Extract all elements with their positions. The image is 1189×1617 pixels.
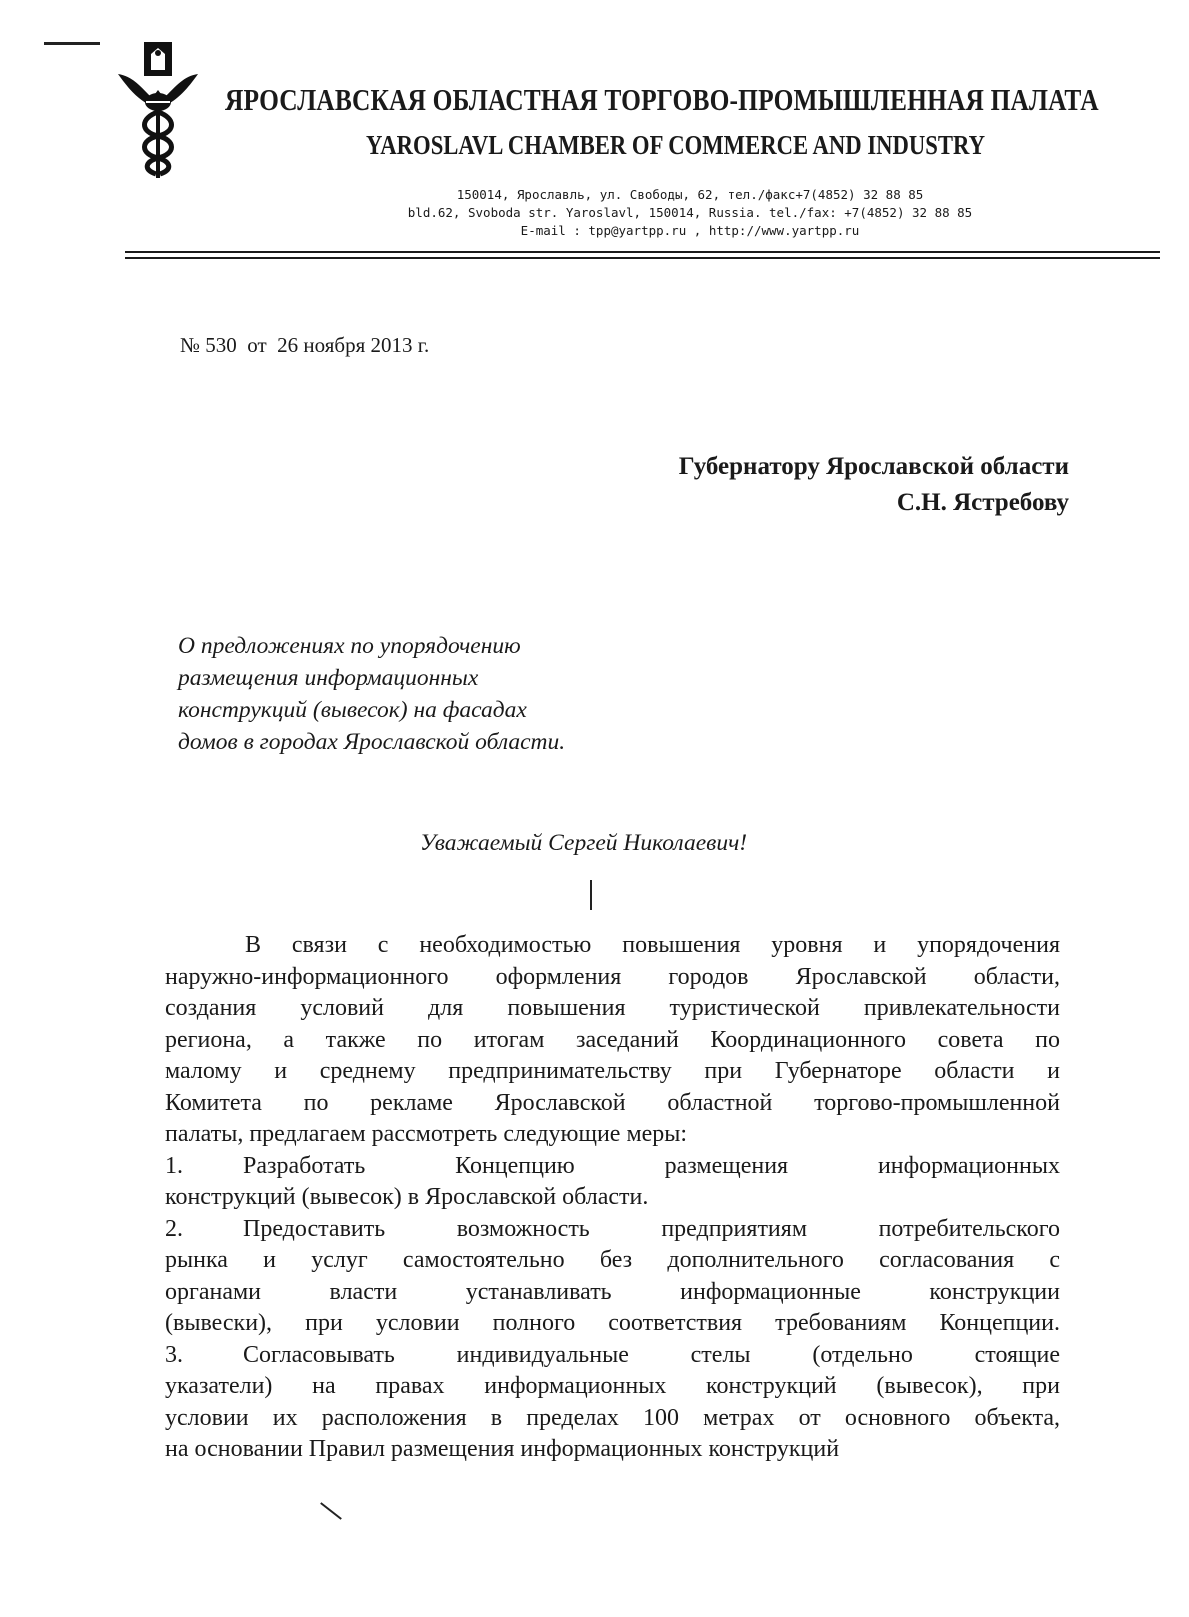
- subject-line: домов в городах Ярославской области.: [178, 729, 566, 755]
- subject-line: конструкций (вывесок) на фасадах: [178, 697, 527, 723]
- body-line: рынка и услуг самостоятельно без дополнительного согласования с: [165, 1247, 1060, 1273]
- scan-mark: [44, 42, 100, 45]
- body-line: конструкций (вывесок) в Ярославской области.: [165, 1184, 649, 1210]
- address-ru: 150014, Ярославль, ул. Свободы, 62, тел./факс+7(4852) 32 88 85: [456, 187, 924, 202]
- addressee-title: Губернатору Ярославской области: [678, 453, 1069, 480]
- letter-subject: [178, 630, 565, 758]
- body-line: региона, а также по итогам заседаний Координационного совета по: [165, 1026, 1060, 1053]
- organization-name-en: YAROSLAVL CHAMBER OF COMMERCE AND INDUSTRY: [366, 130, 985, 160]
- list-item-number: 3.: [165, 1341, 183, 1368]
- body-line: создания условий для повышения туристической привлекательности: [165, 995, 1060, 1021]
- body-line: на основании Правил размещения информационных конструкций: [165, 1436, 840, 1462]
- list-item-2-first-line: [165, 1214, 1060, 1246]
- list-item-3-first-line: [165, 1340, 1060, 1372]
- list-item-number: 2.: [165, 1215, 183, 1242]
- scan-mark: [590, 880, 592, 910]
- header-divider-top: [125, 251, 1160, 253]
- contacts-line: E-mail : tpp@yartpp.ru , http://www.yartpp.ru: [520, 223, 860, 238]
- list-item-1-first-line: [165, 1151, 1060, 1183]
- chamber-emblem-icon: [118, 40, 198, 178]
- list-item-text: Разработать Концепцию размещения информационных: [243, 1152, 1060, 1179]
- body-line: наружно-информационного оформления городов Ярославской области,: [165, 963, 1060, 990]
- list-item-text: Согласовывать индивидуальные стелы (отдельно стоящие: [243, 1341, 1060, 1368]
- subject-line: О предложениях по упорядочению: [178, 633, 521, 659]
- body-line: малому и среднему предпринимательству при Губернаторе области и: [165, 1058, 1060, 1084]
- salutation: Уважаемый Сергей Николаевич!: [420, 830, 748, 856]
- address-en: bld.62, Svoboda str. Yaroslavl, 150014, Russia. tel./fax: +7(4852) 32 88 85: [407, 205, 973, 220]
- list-item-number: 1.: [165, 1152, 183, 1179]
- document-number-date: № 530 от 26 ноября 2013 г.: [180, 333, 430, 357]
- body-line: условии их расположения в пределах 100 метрах от основного объекта,: [165, 1404, 1060, 1431]
- body-line: палаты, предлагаем рассмотреть следующие меры:: [165, 1121, 688, 1147]
- subject-line: размещения информационных: [178, 665, 479, 691]
- letter-body: [165, 930, 1060, 1466]
- scan-mark: [320, 1502, 342, 1520]
- body-line: органами власти устанавливать информационные конструкции: [165, 1278, 1060, 1305]
- body-line: указатели) на правах информационных конструкций (вывесок), при: [165, 1373, 1060, 1399]
- body-line: (вывески), при условии полного соответствия требованиям Концепции.: [165, 1310, 1060, 1336]
- list-item-text: Предоставить возможность предприятиям потребительского: [243, 1215, 1060, 1242]
- header-divider-bottom: [125, 257, 1160, 259]
- addressee-name: С.Н. Ястребову: [896, 489, 1069, 516]
- organization-name-ru: ЯРОСЛАВСКАЯ ОБЛАСТНАЯ ТОРГОВО-ПРОМЫШЛЕННАЯ ПАЛАТА: [225, 82, 1099, 117]
- body-line: Комитета по рекламе Ярославской областной торгово-промышленной: [165, 1089, 1060, 1116]
- body-line: В связи с необходимостью повышения уровня и упорядочения: [245, 932, 1060, 958]
